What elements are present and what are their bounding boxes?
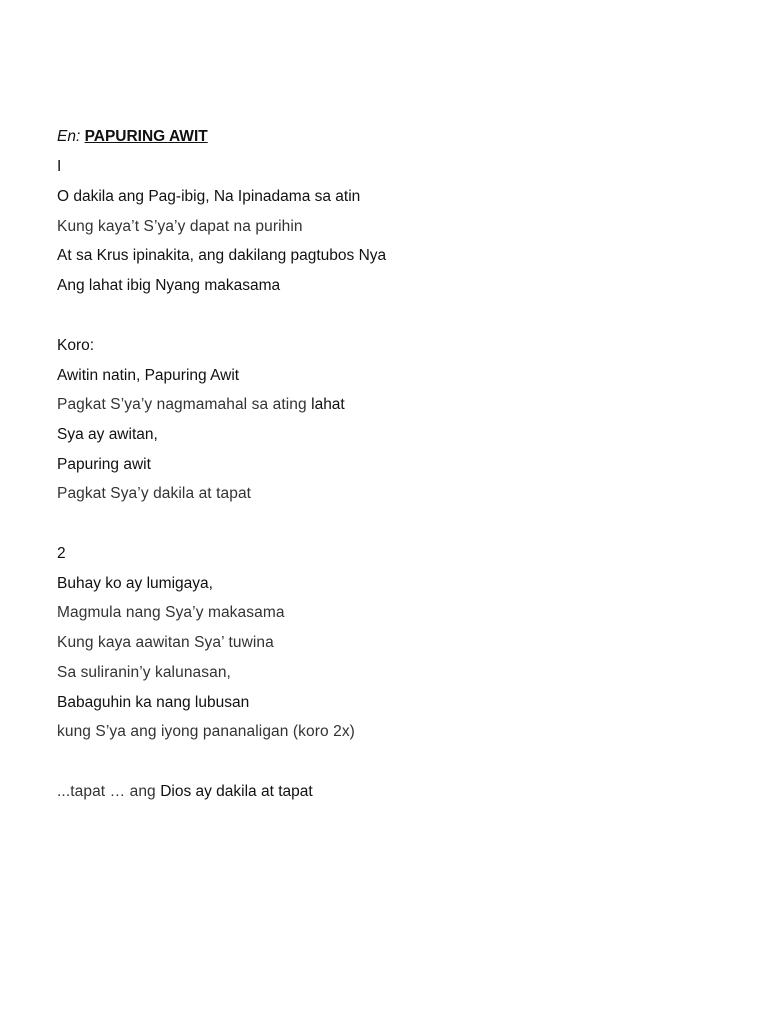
verse2-line-4: Sa suliranin’y kalunasan, bbox=[57, 664, 231, 681]
verse1-line-2: Kung kaya’t S’ya’y dapat na purihin bbox=[57, 218, 303, 235]
chorus-line-1: Awitin natin, Papuring Awit bbox=[57, 367, 240, 384]
verse2-label: 2 bbox=[57, 545, 66, 562]
verse2-line-3: Kung kaya aawitan Sya’ tuwina bbox=[57, 634, 274, 651]
title-prefix: En: bbox=[57, 128, 81, 145]
verse2-line-2: Magmula nang Sya’y makasama bbox=[57, 604, 285, 621]
verse1-line-1: O dakila ang Pag-ibig, Na Ipinadama sa atin bbox=[57, 188, 361, 205]
verse1-label: I bbox=[57, 158, 62, 175]
verse2-line-5: Babaguhin ka nang lubusan bbox=[57, 694, 250, 711]
chorus-line-2-part1: Pagkat S’ya’y nagmamahal sa ating bbox=[57, 396, 312, 413]
ending-part2: Dios ay dakila at tapat bbox=[160, 783, 313, 800]
ending-part1: ...tapat … ang bbox=[57, 783, 161, 800]
verse2-line-6: kung S’ya ang iyong pananaligan (koro 2x) bbox=[57, 723, 355, 740]
song-title bbox=[57, 127, 208, 147]
chorus-line-3: Sya ay awitan, bbox=[57, 426, 158, 443]
chorus-label: Koro: bbox=[57, 337, 95, 354]
chorus-line-5: Pagkat Sya’y dakila at tapat bbox=[57, 485, 252, 502]
verse1-line-3: At sa Krus ipinakita, ang dakilang pagtubos Nya bbox=[57, 247, 387, 264]
chorus-line-2 bbox=[57, 395, 345, 415]
ending-line bbox=[57, 782, 313, 802]
verse1-line-4: Ang lahat ibig Nyang makasama bbox=[57, 277, 281, 294]
chorus-line-4: Papuring awit bbox=[57, 456, 151, 473]
title-main: PAPURING AWIT bbox=[84, 128, 208, 145]
verse2-line-1: Buhay ko ay lumigaya, bbox=[57, 575, 213, 592]
chorus-line-2-part2: lahat bbox=[311, 396, 345, 413]
